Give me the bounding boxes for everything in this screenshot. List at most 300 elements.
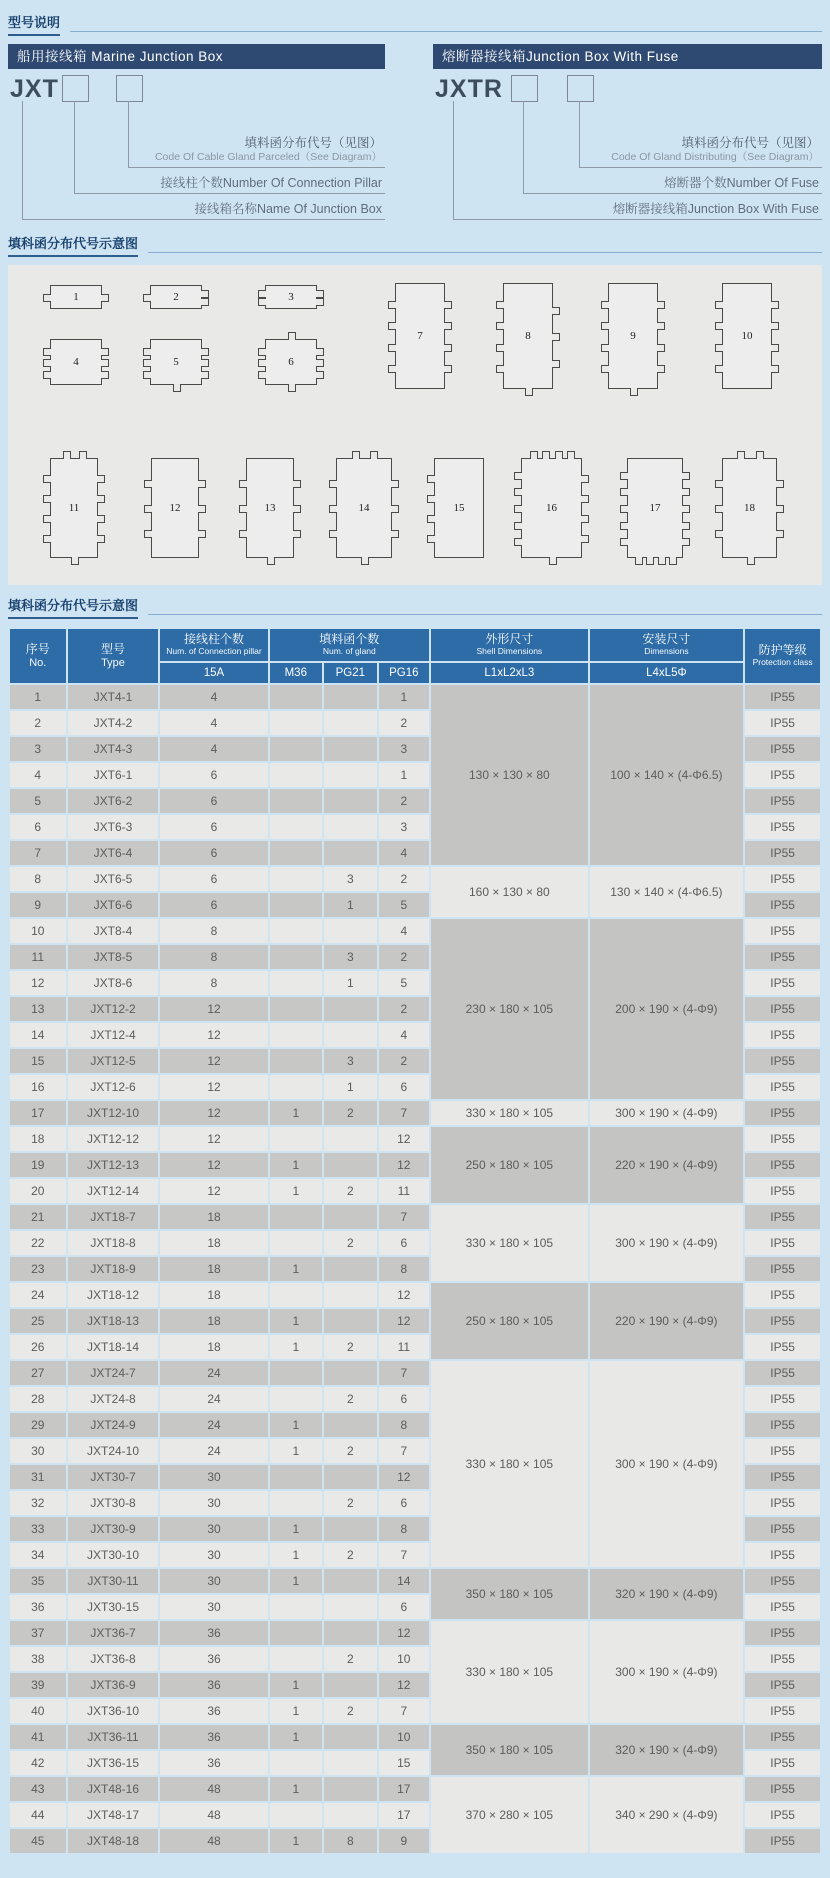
row-no-cell: 5 <box>10 789 66 813</box>
type-cell: JXT12-10 <box>68 1101 159 1125</box>
row-no-cell: 7 <box>10 841 66 865</box>
gland-pg21-cell <box>324 997 377 1021</box>
pillar-15a-cell: 24 <box>160 1387 267 1411</box>
gland-tab <box>258 348 266 356</box>
gland-pg16-cell: 11 <box>379 1335 430 1359</box>
gland-tab <box>776 505 784 513</box>
protection-class-cell: IP55 <box>745 1569 820 1593</box>
row-no-cell: 38 <box>10 1647 66 1671</box>
row-no-cell: 32 <box>10 1491 66 1515</box>
section-title-model-text: 型号说明 <box>8 12 60 36</box>
subheader-pg16: PG16 <box>379 663 430 683</box>
type-cell: JXT12-5 <box>68 1049 159 1073</box>
gland-tab <box>496 365 504 373</box>
gland-tab <box>514 488 522 496</box>
col-header-shell-en: Shell Dimensions <box>476 646 543 657</box>
gland-diagram-number: 1 <box>73 291 79 303</box>
gland-tab <box>288 332 296 340</box>
jxtr-model-diagram <box>433 69 822 229</box>
gland-pg21-cell <box>324 1517 377 1541</box>
gland-m36-cell: 1 <box>270 1543 323 1567</box>
gland-tab <box>258 298 266 306</box>
gland-pg16-cell: 7 <box>379 1543 430 1567</box>
model-code-slot-1 <box>62 75 89 102</box>
row-no-cell: 25 <box>10 1309 66 1333</box>
gland-diagram-number: 8 <box>525 330 531 342</box>
gland-tab <box>63 451 71 459</box>
col-header-type <box>68 629 159 683</box>
gland-tab <box>756 451 764 459</box>
shell-dimensions-cell: 330 × 180 × 105 <box>431 1621 588 1723</box>
gland-diagram-number: 11 <box>68 502 80 514</box>
gland-tab <box>293 530 301 538</box>
gland-diagram-box-5 <box>150 339 202 385</box>
gland-m36-cell: 1 <box>270 1257 323 1281</box>
protection-class-cell: IP55 <box>745 1725 820 1749</box>
gland-pg16-cell: 6 <box>379 1387 430 1411</box>
gland-tab <box>329 480 337 488</box>
banner-fuse-junction-box: 熔断器接线箱Junction Box With Fuse <box>433 44 822 69</box>
gland-diagram-number: 6 <box>288 356 294 368</box>
row-no-cell: 14 <box>10 1023 66 1047</box>
gland-tab <box>514 505 522 513</box>
gland-tab <box>715 301 723 309</box>
type-cell: JXT30-10 <box>68 1543 159 1567</box>
gland-tab <box>201 348 209 356</box>
table-row <box>10 1569 820 1593</box>
gland-pg16-cell: 8 <box>379 1413 430 1437</box>
gland-pg16-cell: 11 <box>379 1179 430 1203</box>
table-row <box>10 1283 820 1307</box>
gland-tab <box>288 384 296 392</box>
shell-dimensions-cell: 350 × 180 × 105 <box>431 1725 588 1775</box>
protection-class-cell: IP55 <box>745 971 820 995</box>
type-cell: JXT30-9 <box>68 1517 159 1541</box>
gland-tab <box>43 359 51 367</box>
gland-tab <box>427 475 435 483</box>
gland-pg21-cell <box>324 1257 377 1281</box>
gland-pg21-cell <box>324 1023 377 1047</box>
row-no-cell: 29 <box>10 1413 66 1437</box>
shell-dimensions-cell: 250 × 180 × 105 <box>431 1283 588 1359</box>
gland-pg21-cell: 2 <box>324 1647 377 1671</box>
gland-pg21-cell: 8 <box>324 1829 377 1853</box>
col-header-no-en: No. <box>29 656 47 669</box>
table-row <box>10 1205 820 1229</box>
gland-pg21-cell <box>324 1309 377 1333</box>
gland-pg16-cell: 6 <box>379 1491 430 1515</box>
gland-tab <box>101 359 109 367</box>
type-cell: JXT30-7 <box>68 1465 159 1489</box>
gland-diagram-box-1 <box>50 285 102 309</box>
gland-pg16-cell: 4 <box>379 1023 430 1047</box>
type-cell: JXT12-14 <box>68 1179 159 1203</box>
gland-tab <box>715 344 723 352</box>
label-gland-code-cn: 填料函分布代号（见图） <box>681 136 819 151</box>
gland-tab <box>293 505 301 513</box>
row-no-cell: 42 <box>10 1751 66 1775</box>
gland-tab <box>391 505 399 513</box>
mounting-dimensions-cell: 300 × 190 × (4-Φ9) <box>590 1101 744 1125</box>
gland-pg16-cell: 12 <box>379 1673 430 1697</box>
row-no-cell: 39 <box>10 1673 66 1697</box>
gland-tab <box>620 522 628 530</box>
gland-tab <box>201 290 209 298</box>
subheader-l4l5: L4xL5Φ <box>590 663 744 683</box>
gland-diagram-box-11 <box>50 458 98 558</box>
banner-marine-junction-box: 船用接线箱 Marine Junction Box <box>8 44 385 69</box>
label-fuse-count-text: 熔断器个数Number Of Fuse <box>664 175 819 190</box>
gland-tab <box>198 530 206 538</box>
gland-tab <box>239 530 247 538</box>
gland-pg21-cell: 3 <box>324 867 377 891</box>
subheader-l1l2l3: L1xL2xL3 <box>431 663 588 683</box>
gland-tab <box>715 322 723 330</box>
gland-tab <box>771 301 779 309</box>
col-header-pillar-en: Num. of Connection pillar <box>166 646 262 657</box>
gland-diagram-box-3 <box>265 285 317 309</box>
table-row <box>10 1361 820 1385</box>
gland-pg21-cell: 2 <box>324 1439 377 1463</box>
col-header-gland-cn: 填料函个数 <box>319 632 380 647</box>
row-no-cell: 40 <box>10 1699 66 1723</box>
pillar-15a-cell: 6 <box>160 789 267 813</box>
gland-tab <box>391 480 399 488</box>
pillar-15a-cell: 36 <box>160 1751 267 1775</box>
type-cell: JXT24-9 <box>68 1413 159 1437</box>
gland-m36-cell: 1 <box>270 1829 323 1853</box>
section-title-gland-codes <box>8 233 822 257</box>
gland-tab <box>316 359 324 367</box>
gland-pg16-cell: 17 <box>379 1803 430 1827</box>
model-explanation-row <box>8 44 822 229</box>
gland-m36-cell: 1 <box>270 1569 323 1593</box>
protection-class-cell: IP55 <box>745 1101 820 1125</box>
gland-tab <box>239 480 247 488</box>
gland-tab <box>555 451 563 459</box>
pillar-15a-cell: 36 <box>160 1699 267 1723</box>
gland-tab <box>144 480 152 488</box>
pillar-15a-cell: 30 <box>160 1491 267 1515</box>
gland-pg16-cell: 12 <box>379 1127 430 1151</box>
gland-tab <box>682 522 690 530</box>
pillar-15a-cell: 18 <box>160 1335 267 1359</box>
gland-pg16-cell: 6 <box>379 1075 430 1099</box>
gland-m36-cell <box>270 1465 323 1489</box>
gland-m36-cell: 1 <box>270 1699 323 1723</box>
row-no-cell: 19 <box>10 1153 66 1177</box>
gland-pg21-cell <box>324 789 377 813</box>
protection-class-cell: IP55 <box>745 1361 820 1385</box>
gland-diagram-box-17 <box>627 458 683 558</box>
row-no-cell: 17 <box>10 1101 66 1125</box>
row-no-cell: 44 <box>10 1803 66 1827</box>
gland-tab <box>101 348 109 356</box>
protection-class-cell: IP55 <box>745 1231 820 1255</box>
gland-tab <box>143 294 151 302</box>
type-cell: JXT6-3 <box>68 815 159 839</box>
protection-class-cell: IP55 <box>745 1075 820 1099</box>
gland-pg21-cell <box>324 1751 377 1775</box>
gland-m36-cell <box>270 1283 323 1307</box>
row-no-cell: 30 <box>10 1439 66 1463</box>
protection-class-cell: IP55 <box>745 841 820 865</box>
gland-tab <box>329 530 337 538</box>
row-no-cell: 2 <box>10 711 66 735</box>
gland-pg16-cell: 8 <box>379 1517 430 1541</box>
subheader-pg21: PG21 <box>324 663 377 683</box>
row-no-cell: 8 <box>10 867 66 891</box>
type-cell: JXT4-1 <box>68 685 159 709</box>
gland-tab <box>514 472 522 480</box>
gland-tab <box>581 475 589 483</box>
shell-dimensions-cell: 350 × 180 × 105 <box>431 1569 588 1619</box>
type-cell: JXT8-5 <box>68 945 159 969</box>
gland-tab <box>173 384 181 392</box>
gland-tab <box>43 515 51 523</box>
protection-class-cell: IP55 <box>745 1205 820 1229</box>
gland-tab <box>143 359 151 367</box>
gland-tab <box>657 322 665 330</box>
gland-m36-cell <box>270 893 323 917</box>
gland-tab <box>771 365 779 373</box>
gland-tab <box>329 505 337 513</box>
gland-pg16-cell: 9 <box>379 1829 430 1853</box>
gland-tab <box>370 451 378 459</box>
gland-tab <box>198 505 206 513</box>
gland-diagram-number: 14 <box>358 502 370 514</box>
gland-diagram-box-7 <box>395 283 445 389</box>
type-cell: JXT12-2 <box>68 997 159 1021</box>
protection-class-cell: IP55 <box>745 1179 820 1203</box>
protection-class-cell: IP55 <box>745 1283 820 1307</box>
protection-class-cell: IP55 <box>745 1387 820 1411</box>
type-cell: JXT36-9 <box>68 1673 159 1697</box>
gland-tab <box>293 480 301 488</box>
gland-tab <box>581 495 589 503</box>
gland-tab <box>258 371 266 379</box>
gland-m36-cell <box>270 945 323 969</box>
gland-tab <box>715 530 723 538</box>
model-code-slot-2 <box>567 75 594 102</box>
row-no-cell: 21 <box>10 1205 66 1229</box>
gland-diagram-box-12 <box>151 458 199 558</box>
gland-m36-cell <box>270 841 323 865</box>
protection-class-cell: IP55 <box>745 1127 820 1151</box>
gland-m36-cell: 1 <box>270 1439 323 1463</box>
pillar-15a-cell: 12 <box>160 1179 267 1203</box>
gland-tab <box>514 538 522 546</box>
gland-m36-cell <box>270 1049 323 1073</box>
gland-pg21-cell <box>324 815 377 839</box>
pillar-15a-cell: 12 <box>160 1075 267 1099</box>
type-cell: JXT18-14 <box>68 1335 159 1359</box>
gland-m36-cell <box>270 815 323 839</box>
col-header-mount-en: Dimensions <box>644 646 689 657</box>
gland-pg16-cell: 4 <box>379 919 430 943</box>
pillar-15a-cell: 6 <box>160 763 267 787</box>
gland-pg16-cell: 6 <box>379 1231 430 1255</box>
gland-m36-cell <box>270 1127 323 1151</box>
gland-m36-cell: 1 <box>270 1725 323 1749</box>
gland-m36-cell <box>270 1231 323 1255</box>
pillar-15a-cell: 48 <box>160 1777 267 1801</box>
gland-m36-cell <box>270 1023 323 1047</box>
col-header-protection-cn: 防护等级 <box>758 643 807 658</box>
gland-diagram-number: 13 <box>264 502 276 514</box>
type-cell: JXT6-6 <box>68 893 159 917</box>
row-no-cell: 22 <box>10 1231 66 1255</box>
gland-pg16-cell: 12 <box>379 1621 430 1645</box>
row-no-cell: 6 <box>10 815 66 839</box>
gland-tab <box>258 359 266 367</box>
gland-pg16-cell: 5 <box>379 971 430 995</box>
pillar-15a-cell: 30 <box>160 1517 267 1541</box>
gland-tab <box>581 535 589 543</box>
gland-pg21-cell: 2 <box>324 1335 377 1359</box>
pillar-15a-cell: 6 <box>160 893 267 917</box>
gland-m36-cell <box>270 1751 323 1775</box>
gland-code-panel <box>8 265 822 585</box>
gland-m36-cell: 1 <box>270 1153 323 1177</box>
gland-tab <box>97 515 105 523</box>
gland-m36-cell <box>270 1621 323 1645</box>
gland-tab <box>552 333 560 341</box>
gland-tab <box>601 365 609 373</box>
gland-pg16-cell: 7 <box>379 1439 430 1463</box>
gland-tab <box>201 298 209 306</box>
gland-m36-cell <box>270 1075 323 1099</box>
gland-tab <box>143 348 151 356</box>
protection-class-cell: IP55 <box>745 1673 820 1697</box>
gland-pg21-cell <box>324 1673 377 1697</box>
gland-tab <box>657 344 665 352</box>
label-gland-code-en: Code Of Cable Gland Parceled（See Diagram） <box>154 151 382 164</box>
gland-pg21-cell <box>324 1621 377 1645</box>
gland-diagram-box-9 <box>608 283 658 389</box>
pillar-15a-cell: 12 <box>160 997 267 1021</box>
gland-pg21-cell <box>324 1205 377 1229</box>
pillar-15a-cell: 18 <box>160 1231 267 1255</box>
gland-pg16-cell: 3 <box>379 815 430 839</box>
gland-pg21-cell: 2 <box>324 1179 377 1203</box>
gland-tab <box>657 301 665 309</box>
protection-class-cell: IP55 <box>745 1491 820 1515</box>
type-cell: JXT12-13 <box>68 1153 159 1177</box>
pillar-15a-cell: 4 <box>160 711 267 735</box>
gland-tab <box>620 505 628 513</box>
type-cell: JXT30-11 <box>68 1569 159 1593</box>
gland-m36-cell <box>270 763 323 787</box>
gland-pg16-cell: 2 <box>379 1049 430 1073</box>
row-no-cell: 31 <box>10 1465 66 1489</box>
catalog-page <box>8 12 822 1855</box>
label-gland-code-en: Code Of Gland Distributing（See Diagram） <box>611 151 819 164</box>
protection-class-cell: IP55 <box>745 945 820 969</box>
type-cell: JXT18-13 <box>68 1309 159 1333</box>
pillar-15a-cell: 4 <box>160 685 267 709</box>
pillar-15a-cell: 6 <box>160 815 267 839</box>
gland-tab <box>601 301 609 309</box>
col-header-shell-cn: 外形尺寸 <box>485 632 534 647</box>
gland-tab <box>43 475 51 483</box>
gland-tab <box>427 535 435 543</box>
type-cell: JXT36-10 <box>68 1699 159 1723</box>
gland-pg21-cell: 3 <box>324 1049 377 1073</box>
gland-tab <box>496 301 504 309</box>
pillar-15a-cell: 24 <box>160 1361 267 1385</box>
protection-class-cell: IP55 <box>745 1517 820 1541</box>
gland-m36-cell: 1 <box>270 1413 323 1437</box>
protection-class-cell: IP55 <box>745 1257 820 1281</box>
gland-tab <box>444 344 452 352</box>
protection-class-cell: IP55 <box>745 1777 820 1801</box>
row-no-cell: 10 <box>10 919 66 943</box>
type-cell: JXT24-10 <box>68 1439 159 1463</box>
col-header-no-cn: 序号 <box>25 641 50 656</box>
gland-tab <box>771 322 779 330</box>
gland-m36-cell <box>270 789 323 813</box>
type-cell: JXT12-12 <box>68 1127 159 1151</box>
gland-m36-cell <box>270 737 323 761</box>
gland-tab <box>682 472 690 480</box>
gland-tab <box>658 557 666 565</box>
gland-pg21-cell <box>324 1465 377 1489</box>
gland-diagram-box-14 <box>336 458 392 558</box>
pillar-15a-cell: 12 <box>160 1101 267 1125</box>
gland-pg16-cell: 5 <box>379 893 430 917</box>
protection-class-cell: IP55 <box>745 1829 820 1853</box>
shell-dimensions-cell: 130 × 130 × 80 <box>431 685 588 865</box>
type-cell: JXT36-15 <box>68 1751 159 1775</box>
model-code-jxtr: JXTR <box>435 75 503 103</box>
gland-tab <box>514 522 522 530</box>
gland-pg16-cell: 1 <box>379 685 430 709</box>
gland-diagram-box-8 <box>503 283 553 389</box>
type-cell: JXT8-4 <box>68 919 159 943</box>
gland-tab <box>715 505 723 513</box>
protection-class-cell: IP55 <box>745 711 820 735</box>
row-no-cell: 1 <box>10 685 66 709</box>
gland-tab <box>258 290 266 298</box>
gland-tab <box>552 307 560 315</box>
type-cell: JXT30-15 <box>68 1595 159 1619</box>
gland-pg21-cell <box>324 1153 377 1177</box>
gland-diagram-number: 3 <box>288 291 294 303</box>
pillar-15a-cell: 30 <box>160 1543 267 1567</box>
gland-tab <box>776 480 784 488</box>
gland-pg16-cell: 17 <box>379 1777 430 1801</box>
gland-tab <box>267 557 275 565</box>
gland-tab <box>549 557 557 565</box>
gland-tab <box>316 290 324 298</box>
gland-diagram-box-6 <box>265 339 317 385</box>
gland-tab <box>669 557 677 565</box>
pillar-15a-cell: 36 <box>160 1621 267 1645</box>
gland-pg16-cell: 7 <box>379 1699 430 1723</box>
protection-class-cell: IP55 <box>745 1621 820 1645</box>
gland-pg21-cell <box>324 1569 377 1593</box>
pillar-15a-cell: 24 <box>160 1439 267 1463</box>
model-code-slot-1 <box>511 75 538 102</box>
pillar-15a-cell: 48 <box>160 1829 267 1853</box>
gland-tab <box>144 505 152 513</box>
section-title-model-rule <box>70 31 822 32</box>
gland-tab <box>388 322 396 330</box>
gland-pg21-cell <box>324 1595 377 1619</box>
model-code-slot-2 <box>116 75 143 102</box>
gland-m36-cell <box>270 971 323 995</box>
